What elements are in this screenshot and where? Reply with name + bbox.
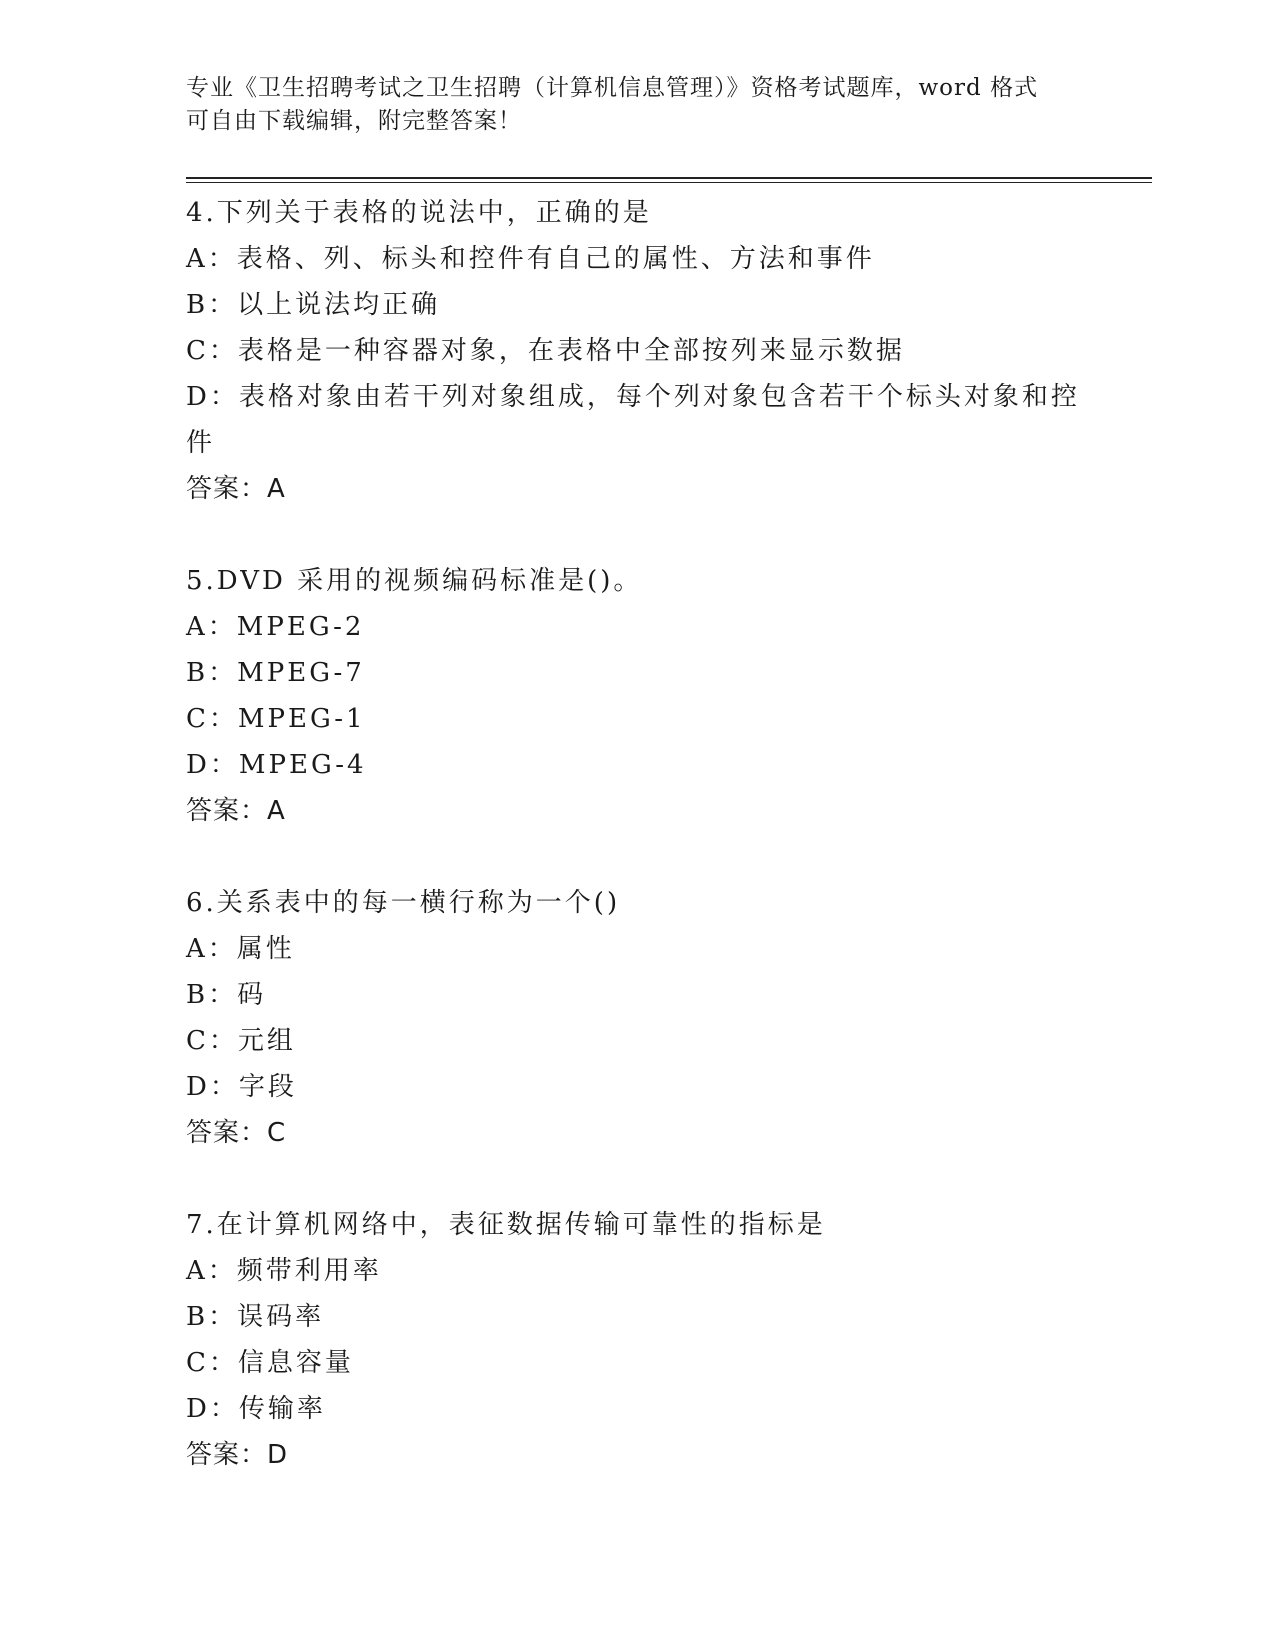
option-a: A：频带利用率	[186, 1256, 382, 1286]
option-d: D：MPEG-4	[186, 750, 367, 780]
question-stem: 5.DVD 采用的视频编码标准是()。	[186, 566, 643, 596]
option-a: A：属性	[186, 934, 295, 964]
option-c: C：表格是一种容器对象，在表格中全部按列来显示数据	[186, 336, 905, 366]
answer-line: 答案：A	[186, 796, 286, 826]
option-d: D：字段	[186, 1072, 297, 1102]
question-stem: 7.在计算机网络中，表征数据传输可靠性的指标是	[186, 1210, 826, 1240]
question-7	[186, 1202, 1086, 1478]
answer-line: 答案：A	[186, 474, 286, 504]
question-list	[186, 190, 1086, 1524]
option-b: B：MPEG-7	[186, 658, 365, 688]
question-stem: 4.下列关于表格的说法中，正确的是	[186, 198, 652, 228]
header-divider-thin	[186, 182, 1152, 183]
option-a: A：表格、列、标头和控件有自己的属性、方法和事件	[186, 244, 875, 274]
option-b: B：码	[186, 980, 267, 1010]
answer-line: 答案：D	[186, 1440, 289, 1470]
question-6	[186, 880, 1086, 1156]
option-c: C：元组	[186, 1026, 296, 1056]
option-a: A：MPEG-2	[186, 612, 365, 642]
header-line-2: 可自由下载编辑，附完整答案！	[186, 108, 522, 134]
option-b: B：误码率	[186, 1302, 325, 1332]
option-c: C：MPEG-1	[186, 704, 366, 734]
question-4	[186, 190, 1086, 512]
question-stem: 6.关系表中的每一横行称为一个()	[186, 888, 621, 918]
answer-line: 答案：C	[186, 1118, 287, 1148]
option-d: D：表格对象由若干列对象组成，每个列对象包含若干个标头对象和控件	[186, 382, 1080, 458]
header-divider-thick	[186, 177, 1152, 179]
option-c: C：信息容量	[186, 1348, 354, 1378]
question-5	[186, 558, 1086, 834]
header-line-1: 专业《卫生招聘考试之卫生招聘（计算机信息管理）》资格考试题库，word 格式	[186, 75, 1039, 101]
option-b: B：以上说法均正确	[186, 290, 441, 320]
option-d: D：传输率	[186, 1394, 326, 1424]
document-header	[186, 72, 1066, 138]
